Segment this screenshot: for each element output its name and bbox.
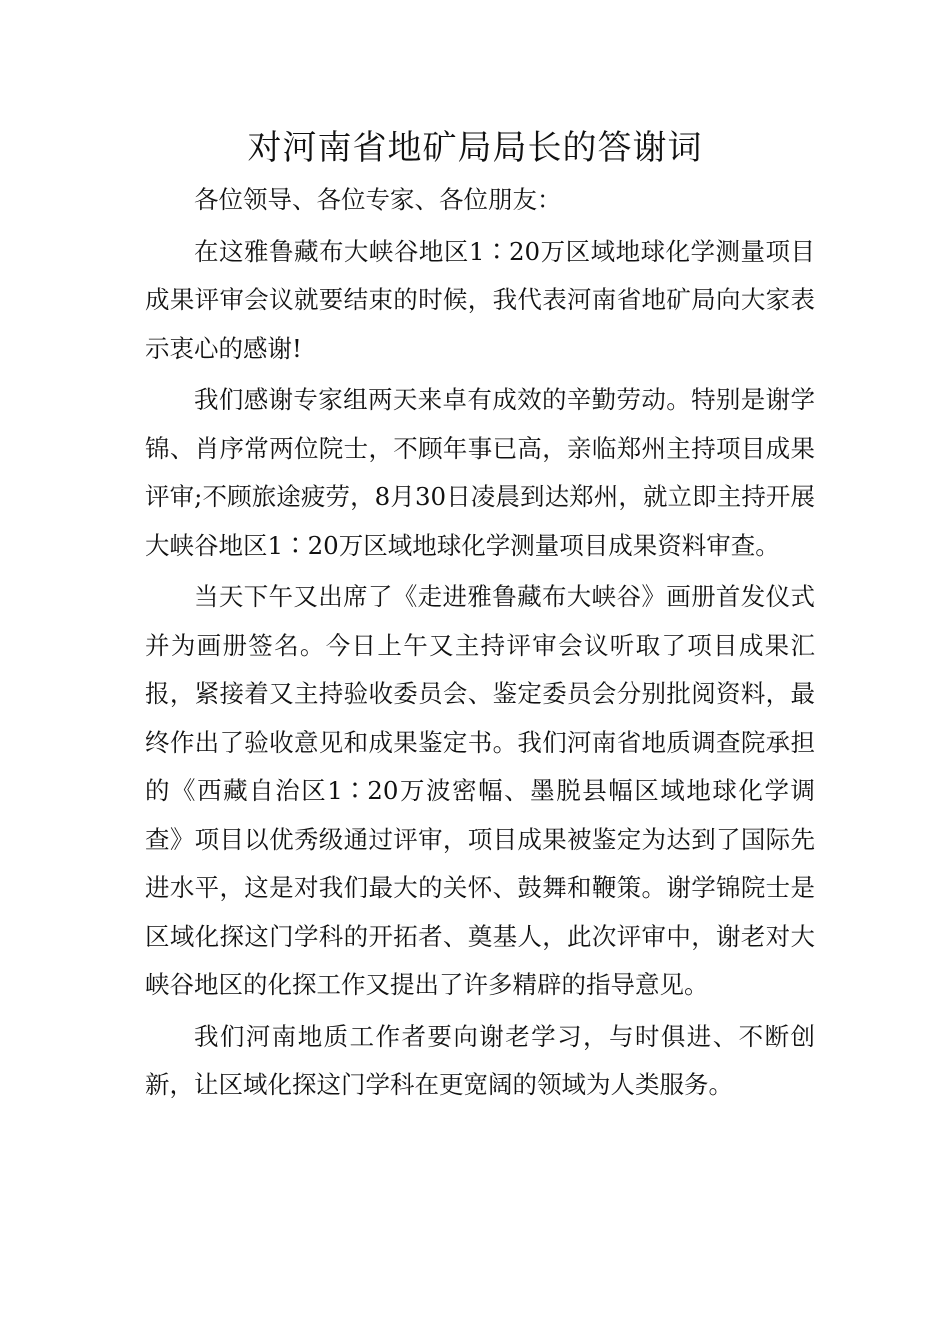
- paragraph-1: 在这雅鲁藏布大峡谷地区1∶20万区域地球化学测量项目成果评审会议就要结束的时候，我代表河南省地矿局向大家表示衷心的感谢!: [145, 236, 815, 363]
- salutation: 各位领导、各位专家、各位朋友：: [194, 185, 562, 214]
- document-body: [145, 176, 815, 1113]
- paragraph-2: 我们感谢专家组两天来卓有成效的辛勤劳动。特别是谢学锦、肖序常两位院士，不顾年事已高，亲临郑州主持项目成果评审;不顾旅途疲劳，8月30日凌晨到达郑州，就立即主持开展大峡谷地区1∶20万区域地球化学测量项目成果资料审查。: [145, 385, 815, 560]
- paragraph-4: 我们河南地质工作者要向谢老学习，与时俱进、不断创新，让区域化探这门学科在更宽阔的领域为人类服务。: [145, 1021, 815, 1099]
- document-title: 对河南省地矿局局长的答谢词: [247, 128, 703, 168]
- paragraph-3: 当天下午又出席了《走进雅鲁藏布大峡谷》画册首发仪式并为画册签名。今日上午又主持评审会议听取了项目成果汇报，紧接着又主持验收委员会、鉴定委员会分别批阅资料，最终作出了验收意见和成果鉴定书。我们河南省地质调查院承担的《西藏自治区1∶20万波密幅、墨脱县幅区域地球化学调查》项目以优秀级通过评审，项目成果被鉴定为达到了国际先进水平，这是对我们最大的关怀、鼓舞和鞭策。谢学锦院士是区域化探这门学科的开拓者、奠基人，此次评审中，谢老对大峡谷地区的化探工作又提出了许多精辟的指导意见。: [145, 582, 815, 999]
